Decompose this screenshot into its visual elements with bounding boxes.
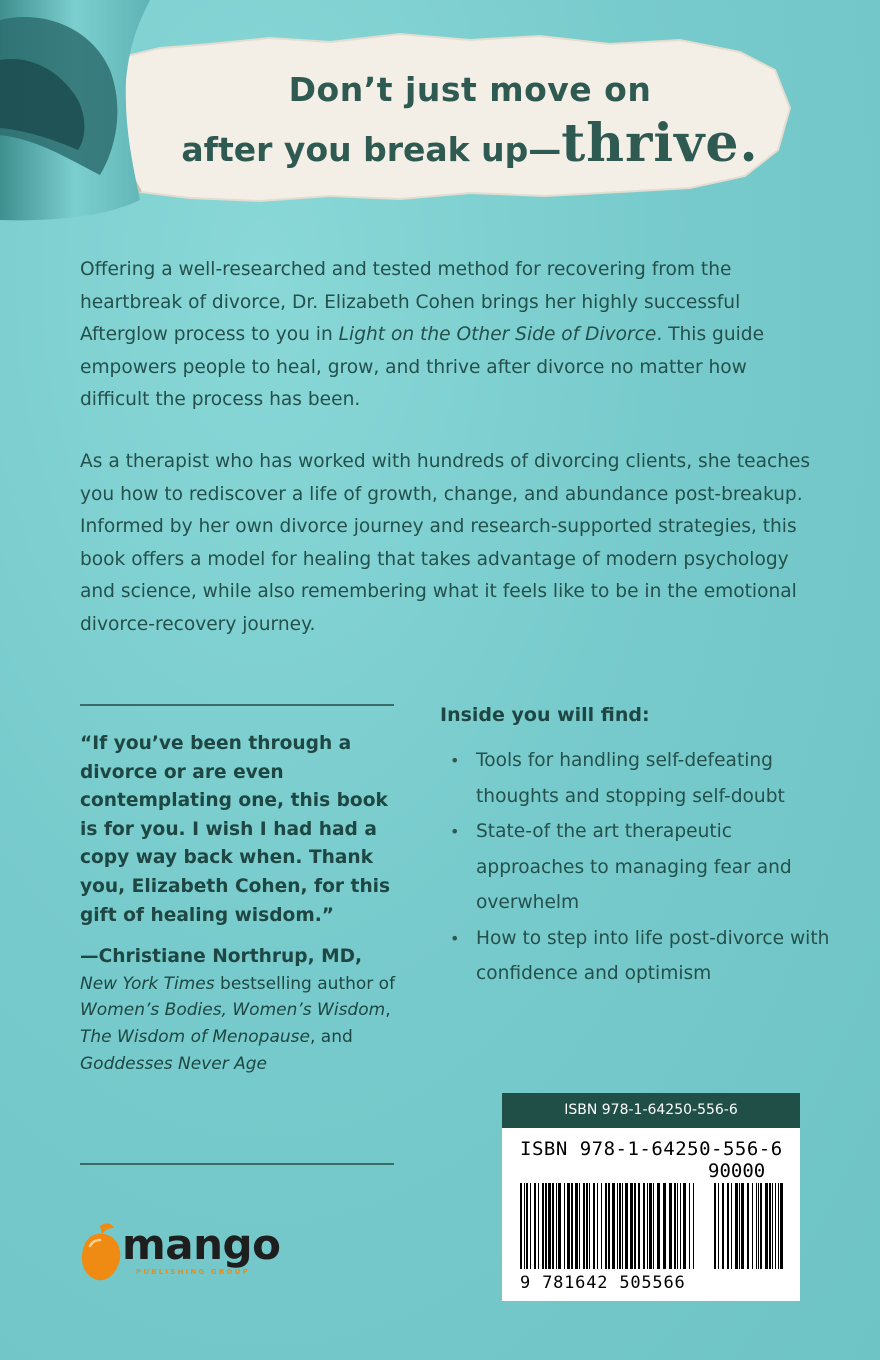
bullet-icon: • bbox=[450, 751, 460, 770]
list-item bbox=[448, 814, 838, 921]
bullet-icon: • bbox=[450, 822, 460, 841]
blurb-publication: New York Times bbox=[80, 973, 215, 994]
divider-bottom bbox=[80, 1163, 394, 1165]
blurb-bestselling: bestselling author of bbox=[214, 973, 396, 994]
blurb-sep-2: , and bbox=[309, 1027, 353, 1048]
tagline-line-2-text: after you break up— bbox=[181, 130, 562, 169]
list-item-text: How to step into life post-divorce with confidence and optimism bbox=[476, 927, 830, 984]
blurb-book-3: Goddesses Never Age bbox=[80, 1053, 268, 1074]
list-item-text: State-of the art therapeutic approaches to managing fear and overwhelm bbox=[476, 821, 792, 913]
blurb-author: —Christiane Northrup, MD, bbox=[80, 946, 363, 967]
description-paragraph-2: As a therapist who has worked with hundreds of divorcing clients, she teaches you how to rediscover a life of growth, change, and abundance post-breakup. Informed by her own divorce journey and research-supported strategies, this book offers a model for healing that takes advantage of modern psychology and science, while also remembering what it feels like to be in the emotional divorce-recovery journey. bbox=[80, 451, 811, 635]
publisher-name: mango bbox=[122, 1220, 281, 1269]
isbn-barcode-label: ISBN 978-1-64250-556-6 bbox=[520, 1138, 783, 1160]
divider-top bbox=[80, 704, 394, 706]
tagline-emphasis: thrive. bbox=[561, 113, 759, 174]
p1-text-after: . This guide empowers people to heal, grow, and thrive after divorce no matter how difficult the process has been. bbox=[80, 324, 765, 410]
bullet-icon: • bbox=[450, 928, 460, 948]
book-title: Light on the Other Side of Divorce bbox=[338, 324, 657, 345]
mango-icon bbox=[78, 1222, 124, 1284]
blurb-sep-1: , bbox=[385, 1000, 391, 1021]
publisher-logo bbox=[78, 1222, 298, 1282]
inside-list bbox=[448, 743, 838, 992]
isbn-banner: ISBN 978-1-64250-556-6 bbox=[502, 1093, 800, 1128]
isbn-digits: 9 781642 505566 bbox=[520, 1273, 686, 1293]
blurb-attribution bbox=[80, 944, 400, 1078]
p1-text-before: Offering a well-researched and tested method for recovering from the heartbreak of divorce, Dr. Elizabeth Cohen brings her highly successful Afterglow process to you in bbox=[80, 259, 741, 345]
publisher-subtitle: PUBLISHING GROUP bbox=[136, 1268, 250, 1276]
blurb-quote: “If you’ve been through a divorce or are even contemplating one, this book is for you. I wish I had had a copy way back when. Thank you, Elizabeth Cohen, for this gift of healing wisdom.” bbox=[80, 733, 391, 926]
list-item-text: Tools for handling self-defeating thoughts and stopping self-doubt bbox=[476, 750, 785, 807]
blurb-book-1: Women’s Bodies, Women’s Wisdom bbox=[80, 1000, 386, 1021]
price-code: 90000 bbox=[708, 1160, 766, 1182]
tagline bbox=[120, 70, 820, 174]
tagline-line-2 bbox=[120, 113, 820, 174]
tagline-line-1: Don’t just move on bbox=[288, 70, 652, 109]
barcode-icon bbox=[518, 1183, 788, 1271]
blurb-book-2: The Wisdom of Menopause bbox=[80, 1027, 310, 1048]
list-item bbox=[448, 743, 838, 814]
list-item bbox=[448, 921, 838, 992]
barcode-box bbox=[502, 1093, 800, 1301]
description-paragraph-1 bbox=[80, 254, 820, 417]
inside-heading: Inside you will find: bbox=[440, 704, 650, 726]
